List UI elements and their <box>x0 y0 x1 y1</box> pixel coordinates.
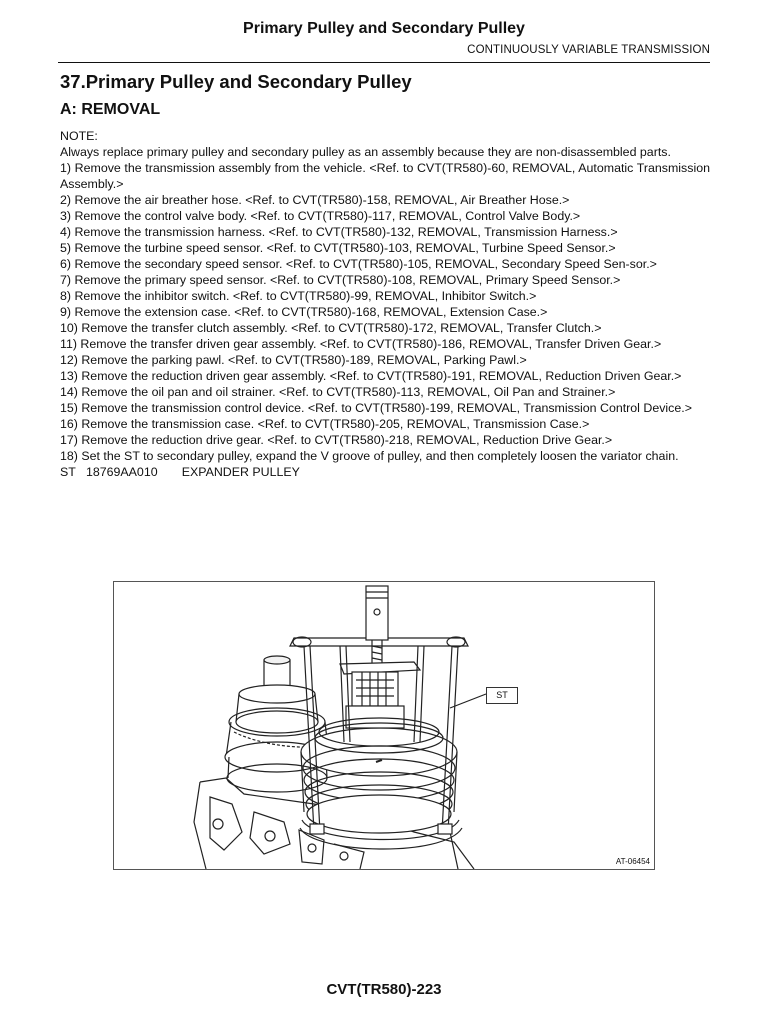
special-tool-line <box>60 464 710 480</box>
step-item: 7) Remove the primary speed sensor. <Ref. to CVT(TR580)-108, REMOVAL, Primary Speed Sensor.> <box>60 273 621 287</box>
step-item: 1) Remove the transmission assembly from the vehicle. <Ref. to CVT(TR580)-60, REMOVAL, Automatic Transmission Assembly.> <box>60 161 710 191</box>
step-item: 13) Remove the reduction driven gear assembly. <Ref. to CVT(TR580)-191, REMOVAL, Reduction Driven Gear.> <box>60 369 682 383</box>
special-tool-name: EXPANDER PULLEY <box>181 465 300 479</box>
page-footer-number: CVT(TR580)-223 <box>326 981 442 998</box>
illustration-figure <box>113 581 655 870</box>
section-subtitle: A: REMOVAL <box>60 101 161 118</box>
step-item: 11) Remove the transfer driven gear assembly. <Ref. to CVT(TR580)-186, REMOVAL, Transfer Driven Gear.> <box>60 337 662 351</box>
note-label: NOTE: <box>60 129 98 143</box>
header-divider <box>58 62 710 63</box>
step-item: 8) Remove the inhibitor switch. <Ref. to CVT(TR580)-99, REMOVAL, Inhibitor Switch.> <box>60 289 537 303</box>
step-item: 9) Remove the extension case. <Ref. to CVT(TR580)-168, REMOVAL, Extension Case.> <box>60 305 548 319</box>
figure-code: AT-06454 <box>615 857 650 866</box>
step-item: 2) Remove the air breather hose. <Ref. to CVT(TR580)-158, REMOVAL, Air Breather Hose.> <box>60 193 570 207</box>
figure-callout-st: ST <box>486 687 518 704</box>
step-item: 4) Remove the transmission harness. <Ref. to CVT(TR580)-132, REMOVAL, Transmission Harness.> <box>60 225 618 239</box>
page-header-subtitle: CONTINUOUSLY VARIABLE TRANSMISSION <box>467 44 710 56</box>
step-item: 3) Remove the control valve body. <Ref. to CVT(TR580)-117, REMOVAL, Control Valve Body.> <box>60 209 581 223</box>
page-header-title: Primary Pulley and Secondary Pulley <box>243 20 525 37</box>
step-item: 16) Remove the transmission case. <Ref. to CVT(TR580)-205, REMOVAL, Transmission Case.> <box>60 417 590 431</box>
note-text: Always replace primary pulley and secondary pulley as an assembly because they are non-disassembled parts. <box>60 145 671 159</box>
step-item: 10) Remove the transfer clutch assembly. <Ref. to CVT(TR580)-172, REMOVAL, Transfer Clutch.> <box>60 321 602 335</box>
step-item: 17) Remove the reduction drive gear. <Ref. to CVT(TR580)-218, REMOVAL, Reduction Drive Gear.> <box>60 433 613 447</box>
section-title: 37.Primary Pulley and Secondary Pulley <box>60 71 412 92</box>
special-tool-prefix: ST <box>60 465 76 479</box>
step-item: 18) Set the ST to secondary pulley, expand the V groove of pulley, and then completely loosen the variator chain. <box>60 449 679 463</box>
body-text <box>60 128 710 480</box>
step-item: 12) Remove the parking pawl. <Ref. to CVT(TR580)-189, REMOVAL, Parking Pawl.> <box>60 353 527 367</box>
step-item: 6) Remove the secondary speed sensor. <Ref. to CVT(TR580)-105, REMOVAL, Secondary Speed Sen-sor.> <box>60 257 657 271</box>
expander-pulley-illustration <box>114 582 654 869</box>
step-item: 15) Remove the transmission control device. <Ref. to CVT(TR580)-199, REMOVAL, Transmission Control Device.> <box>60 401 692 415</box>
step-item: 5) Remove the turbine speed sensor. <Ref. to CVT(TR580)-103, REMOVAL, Turbine Speed Sensor.> <box>60 241 616 255</box>
special-tool-part-number: 18769AA010 <box>85 465 158 479</box>
step-item: 14) Remove the oil pan and oil strainer. <Ref. to CVT(TR580)-113, REMOVAL, Oil Pan and Strainer.> <box>60 385 616 399</box>
